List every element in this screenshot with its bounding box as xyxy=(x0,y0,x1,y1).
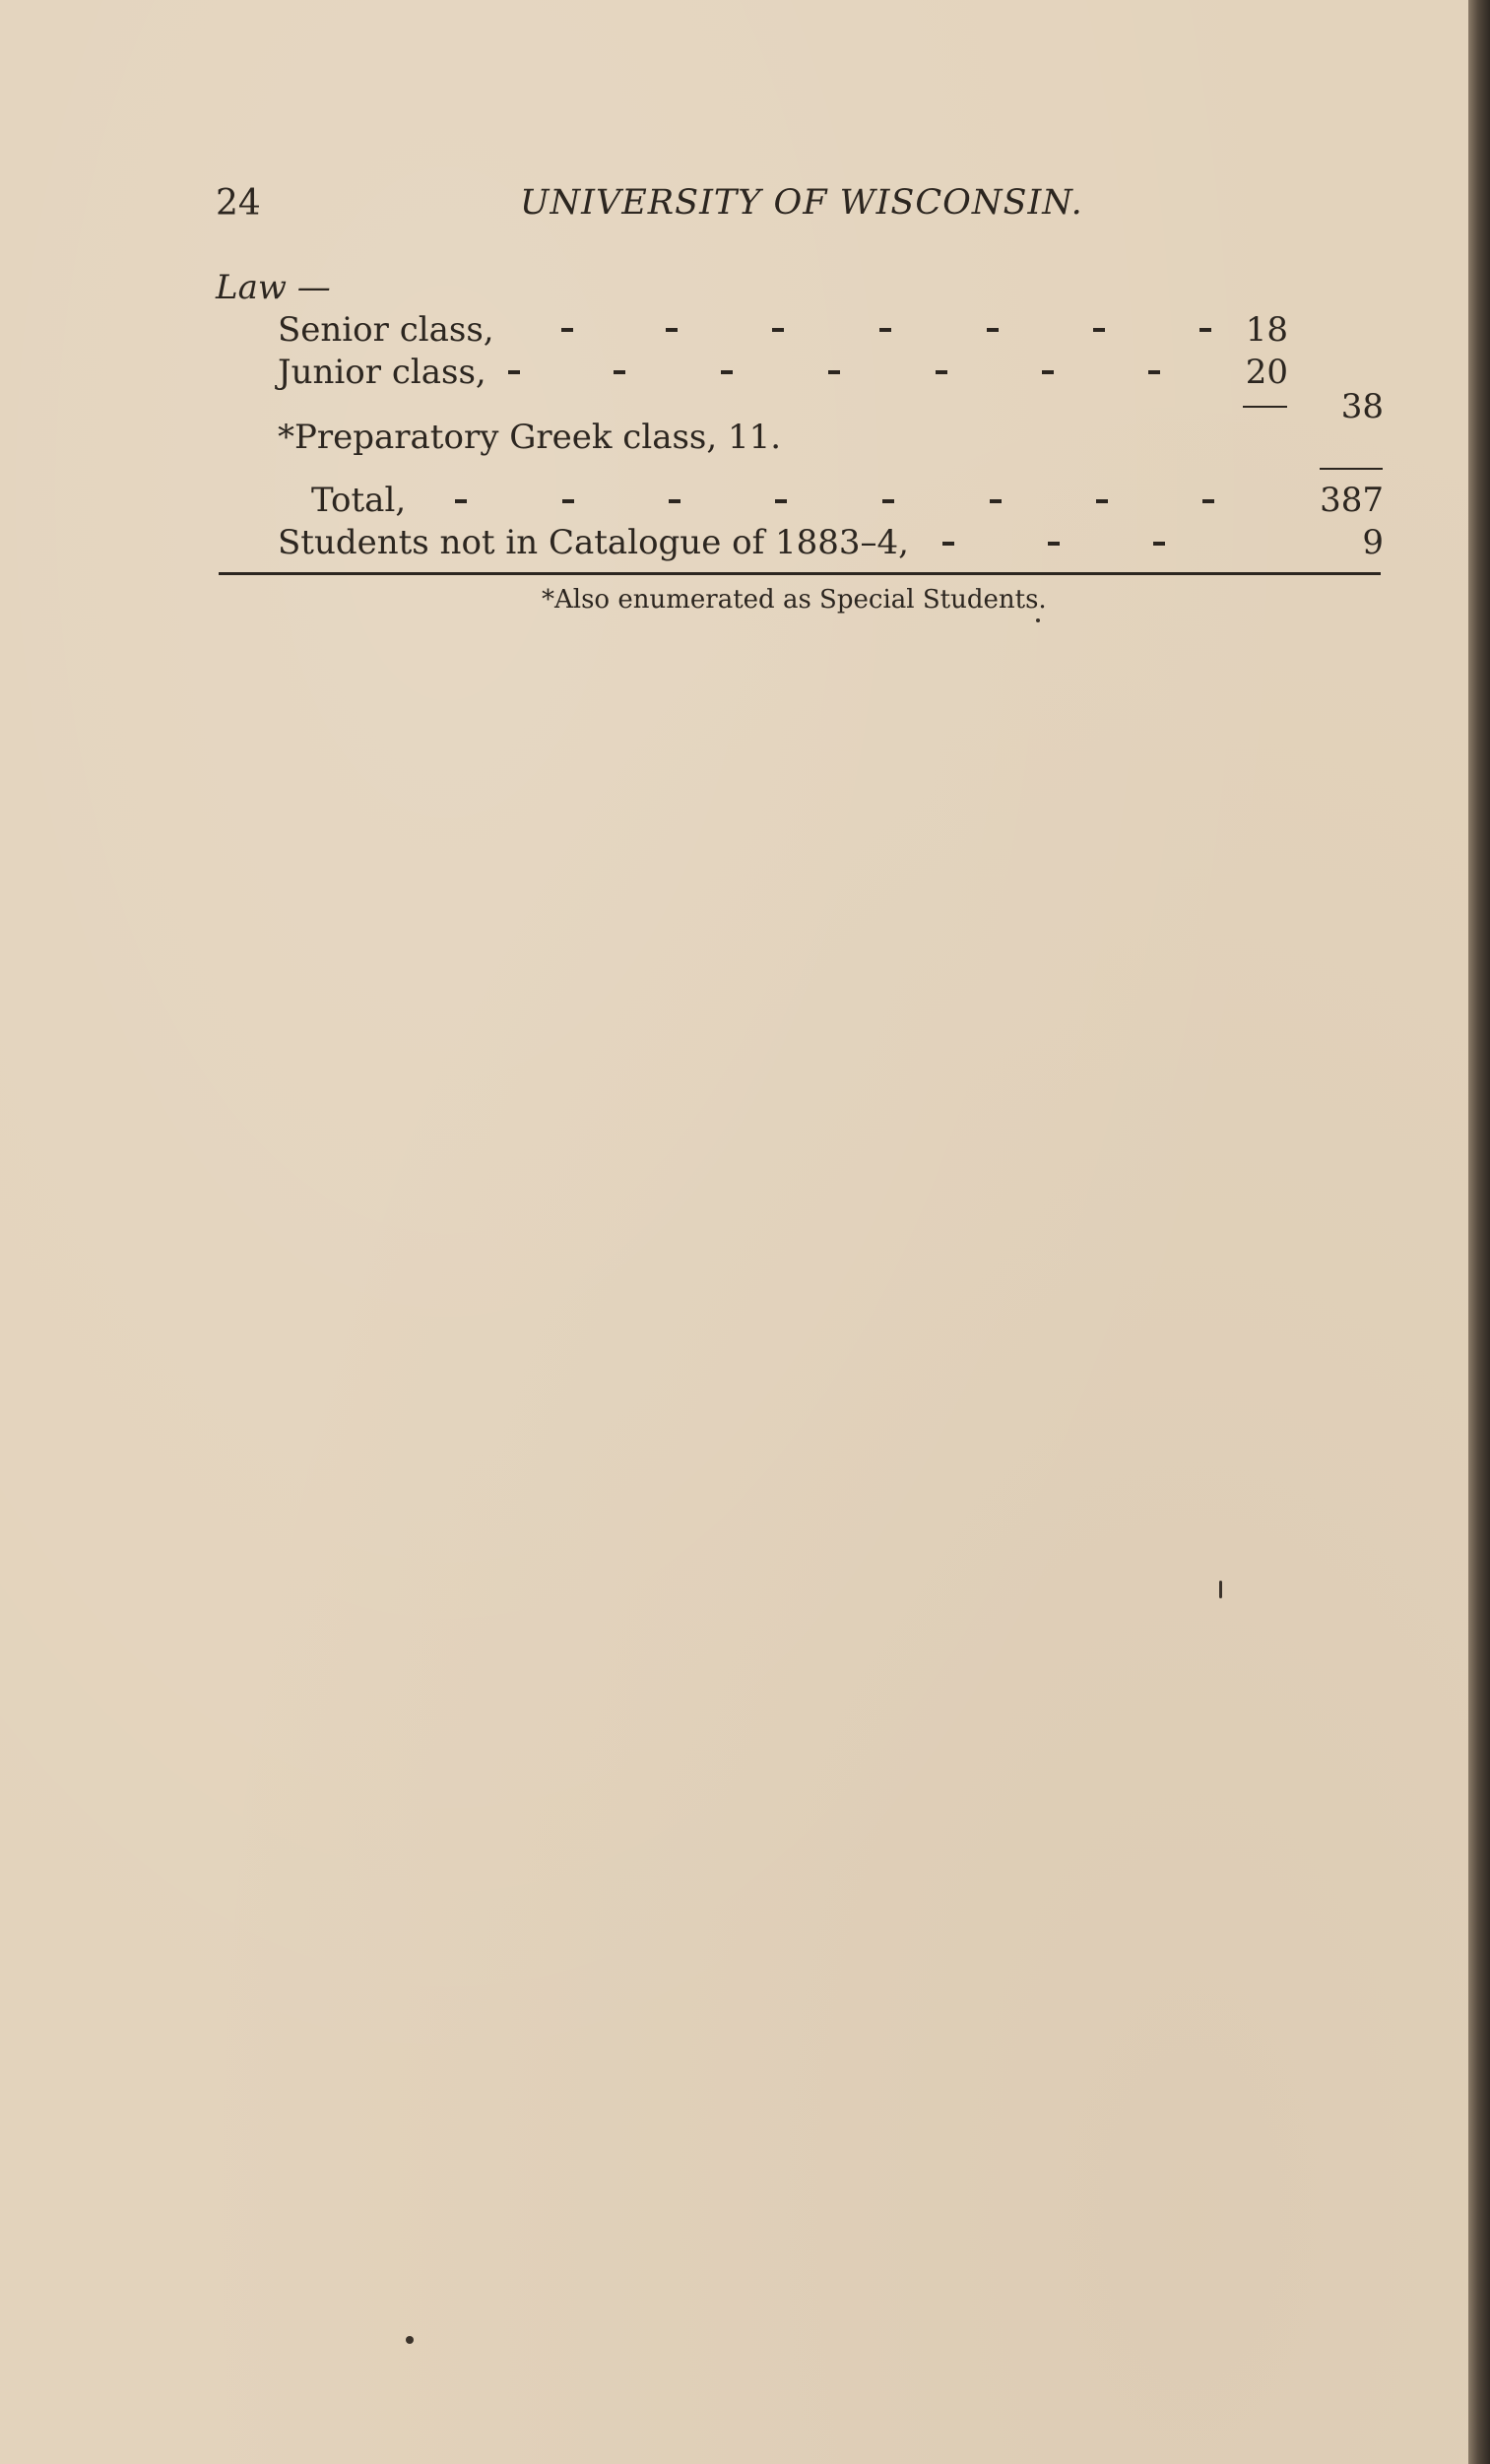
row-value-senior: 18 xyxy=(1245,310,1288,350)
row-label-junior: Junior class, xyxy=(278,353,486,392)
section-title: Law — xyxy=(216,268,331,307)
footnote: *Also enumerated as Special Students. xyxy=(542,585,1047,615)
page-edge-shadow xyxy=(1468,0,1490,2464)
law-subtotal: 38 xyxy=(1340,387,1384,426)
extra-students-label: Students not in Catalogue of 1883–4, xyxy=(278,523,909,562)
total-label: Total, xyxy=(311,481,407,520)
page-number: 24 xyxy=(216,183,261,224)
total-rule xyxy=(1320,468,1383,470)
paper-speck xyxy=(1219,1581,1222,1598)
row-value-junior: 20 xyxy=(1245,353,1288,392)
subtotal-rule xyxy=(1243,406,1287,408)
table-bottom-rule xyxy=(219,572,1381,575)
row-label-senior: Senior class, xyxy=(278,310,494,350)
total-value: 387 xyxy=(1320,481,1384,520)
paper-speck xyxy=(1036,618,1040,622)
running-title: UNIVERSITY OF WISCONSIN. xyxy=(520,183,1083,223)
preparatory-note: *Preparatory Greek class, 11. xyxy=(278,418,782,457)
extra-students-value: 9 xyxy=(1362,523,1384,562)
paper-speck xyxy=(406,2336,414,2344)
